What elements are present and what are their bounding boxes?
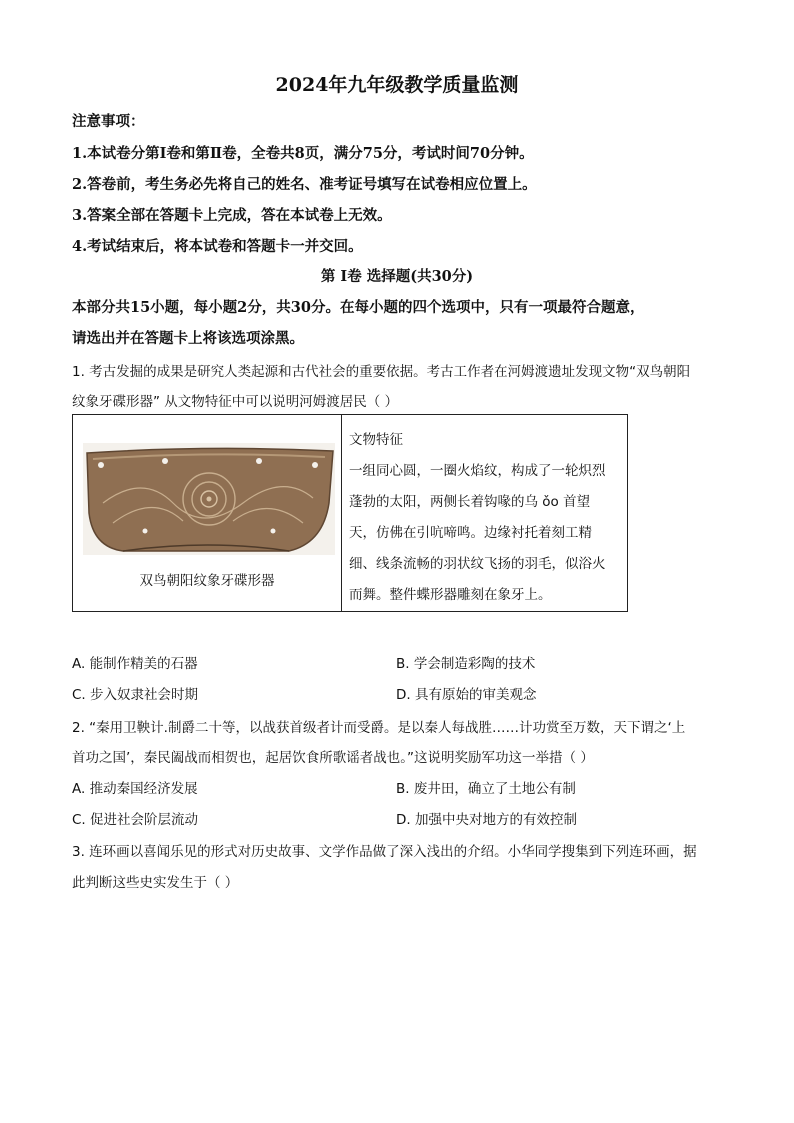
- notice-heading: 注意事项：: [72, 113, 145, 130]
- question-1-option-b[interactable]: B. 学会制造彩陶的技术: [396, 656, 536, 672]
- feature-title: 文物特征: [349, 432, 403, 448]
- question-2-stem-line-2: 首功之国’，秦民阖战而相贺也，起居饮食所歌谣者战也。”这说明奖励军功这一举措（ ）: [72, 750, 594, 766]
- table-divider: [341, 415, 342, 611]
- question-1-option-d[interactable]: D. 具有原始的审美观念: [396, 687, 537, 703]
- question-2-option-b[interactable]: B. 废井田，确立了土地公有制: [396, 781, 576, 797]
- feature-line: 而舞。整件蝶形器雕刻在象牙上。: [349, 587, 552, 603]
- ivory-butterfly-artifact-icon: [83, 443, 335, 555]
- question-1-option-a[interactable]: A. 能制作精美的石器: [72, 656, 198, 672]
- notice-item-3: 3.答案全部在答题卡上完成，答在本试卷上无效。: [72, 207, 392, 224]
- question-2-option-a[interactable]: A. 推动秦国经济发展: [72, 781, 198, 797]
- question-1-stem-line-1: 1. 考古发掘的成果是研究人类起源和古代社会的重要依据。考古工作者在河姆渡遗址发现文物“双鸟朝阳: [72, 364, 691, 380]
- question-3-stem-line-2: 此判断这些史实发生于（ ）: [72, 875, 239, 891]
- question-2-option-d[interactable]: D. 加强中央对地方的有效控制: [396, 812, 577, 828]
- artifact-table: [72, 414, 628, 612]
- question-1-option-c[interactable]: C. 步入奴隶社会时期: [72, 687, 199, 703]
- notice-item-1: 1.本试卷分第Ⅰ卷和第Ⅱ卷，全卷共8页，满分75分，考试时间70分钟。: [72, 145, 534, 162]
- feature-line: 蓬勃的太阳，两侧长着钩喙的乌 ǒo 首望: [349, 494, 591, 510]
- section-instruction-1: 本部分共15小题，每小题2分，共30分。在每小题的四个选项中，只有一项最符合题意，: [72, 299, 645, 316]
- notice-item-4: 4.考试结束后，将本试卷和答题卡一并交回。: [72, 238, 363, 255]
- question-3-stem-line-1: 3. 连环画以喜闻乐见的形式对历史故事、文学作品做了深入浅出的介绍。小华同学搜集到下列连环画，据: [72, 844, 697, 860]
- notice-item-2: 2.答卷前，考生务必先将自己的姓名、准考证号填写在试卷相应位置上。: [72, 176, 537, 193]
- feature-line: 一组同心圆，一圈火焰纹，构成了一轮炽烈: [349, 463, 606, 479]
- page-title: 2024年九年级教学质量监测: [275, 74, 519, 96]
- section-heading: 第 Ⅰ卷 选择题(共30分): [320, 268, 474, 285]
- artifact-caption: 双鸟朝阳纹象牙碟形器: [139, 573, 275, 589]
- section-instruction-2: 请选出并在答题卡上将该选项涂黑。: [72, 330, 304, 347]
- feature-line: 天，仿佛在引吭啼鸣。边缘衬托着刻工精: [349, 525, 592, 541]
- feature-line: 细、线条流畅的羽状纹飞扬的羽毛，似浴火: [349, 556, 606, 572]
- question-2-option-c[interactable]: C. 促进社会阶层流动: [72, 812, 199, 828]
- question-1-stem-line-2: 纹象牙碟形器” 从文物特征中可以说明河姆渡居民（ ）: [72, 394, 399, 410]
- artifact-photo: [83, 443, 335, 555]
- artifact-features: [349, 425, 623, 611]
- question-2-stem-line-1: 2. “秦用卫鞅计.制爵二十等，以战获首级者计而受爵。是以秦人每战胜……计功赏至万数，天下谓之‘上: [72, 720, 686, 736]
